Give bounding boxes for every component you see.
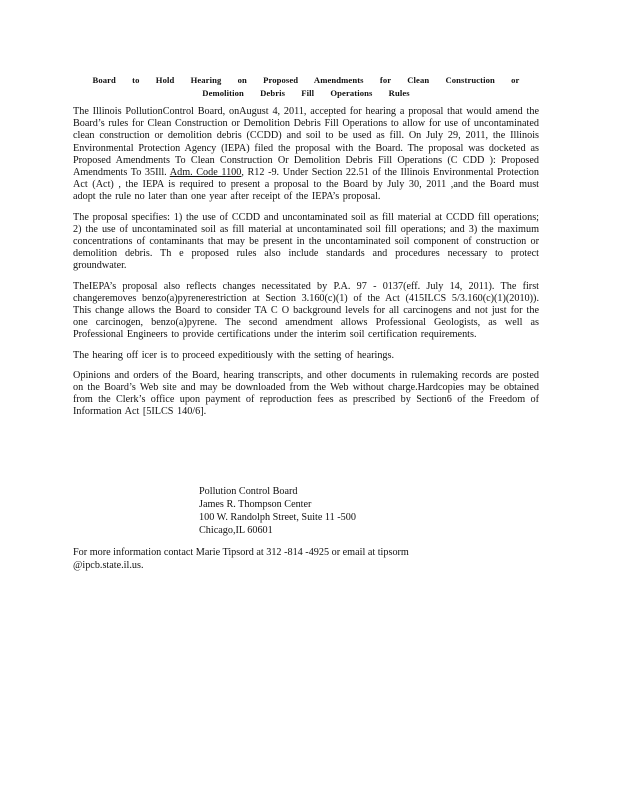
document-body (73, 106, 539, 427)
address-line-city: Chicago,IL 60601 (199, 525, 273, 536)
paragraph-public-act-changes: TheIEPA’s proposal also reflects changes necessitated by P.A. 97 - 0137(eff. July 14, 2011). The first changeremoves benzo(a)pyrenerestriction at Section 3.160(c)(1) of the Act (415ILCS 5/3.160(c)(1)(2010)). This change allows the Board to consider TA C O background levels for all carcinogens and not just for the one carcinogen, benzo(a)pyrene. The second amendment allows Professional Geologists, as well as Professional Engineers to provide certifications under the interim soil certification requirements. (73, 280, 539, 341)
paragraph-hearing-officer: The hearing off icer is to proceed expeditiously with the setting of hearings. (73, 349, 395, 361)
address-line-building: James R. Thompson Center (199, 499, 312, 510)
document-title: Board to Hold Hearing on Proposed Amendments for Clean Construction or Demolition Debris Fill Operations Rules (92, 75, 520, 98)
address-line-name: Pollution Control Board (199, 486, 298, 497)
paragraph-announcement (73, 106, 539, 204)
contact-information: For more information contact Marie Tipsord at 312 -814 -4925 or email at tipsorm @ipcb.state.il.us. (73, 547, 409, 571)
address-line-street: 100 W. Randolph Street, Suite 11 -500 (199, 512, 356, 523)
paragraph-announcement-continued: , R12 -9. Under Section 22.51 of the Illinois Environmental Protection Act (Act) , the IEPA is required to present a proposal to the Board by July 30, 2011 ,and the Board must adopt the rule no later than one year after receipt of the IEPA’s proposal. (73, 167, 539, 203)
board-address (199, 485, 356, 537)
code-citation: Adm. Code 1100 (169, 167, 242, 179)
paragraph-proposal-specifics: The proposal specifies: 1) the use of CCDD and uncontaminated soil as fill material at CCDD fill operations; 2) the use of uncontaminated soil as fill material at uncontaminated soil fill operations; and 3) the maximum concentrations of contaminants that may be present in the uncontaminated soil component of construction or demolition debris. Th e proposed rules also include standards and procedures necessary to protect groundwater. (73, 211, 539, 272)
paragraph-records-availability: Opinions and orders of the Board, hearing transcripts, and other documents in rulemaking records are posted on the Board’s Web site and may be downloaded from the Web without charge.Hardcopies may be obtained from the Clerk’s office upon payment of reproduction fees as prescribed by Section6 of the Freedom of Information Act [5ILCS 140/6]. (73, 369, 539, 418)
paragraph-announcement-text: The Illinois PollutionControl Board, onAugust 4, 2011, accepted for hearing a proposal that would amend the Board’s rules for Clean Construction or Demolition Debris Fill Operations to allow for use of uncontaminated clean construction or demolition debris (CCDD) and soil to be used as fill. On July 29, 2011, the Illinois Environmental Protection Agency (IEPA) filed the proposal with the Board. The proposal was docketed as Proposed Amendments To Clean Construction Or Demolition Debris Fill Operations (C CDD ): Proposed Amendments To 35Ill. (73, 106, 539, 179)
